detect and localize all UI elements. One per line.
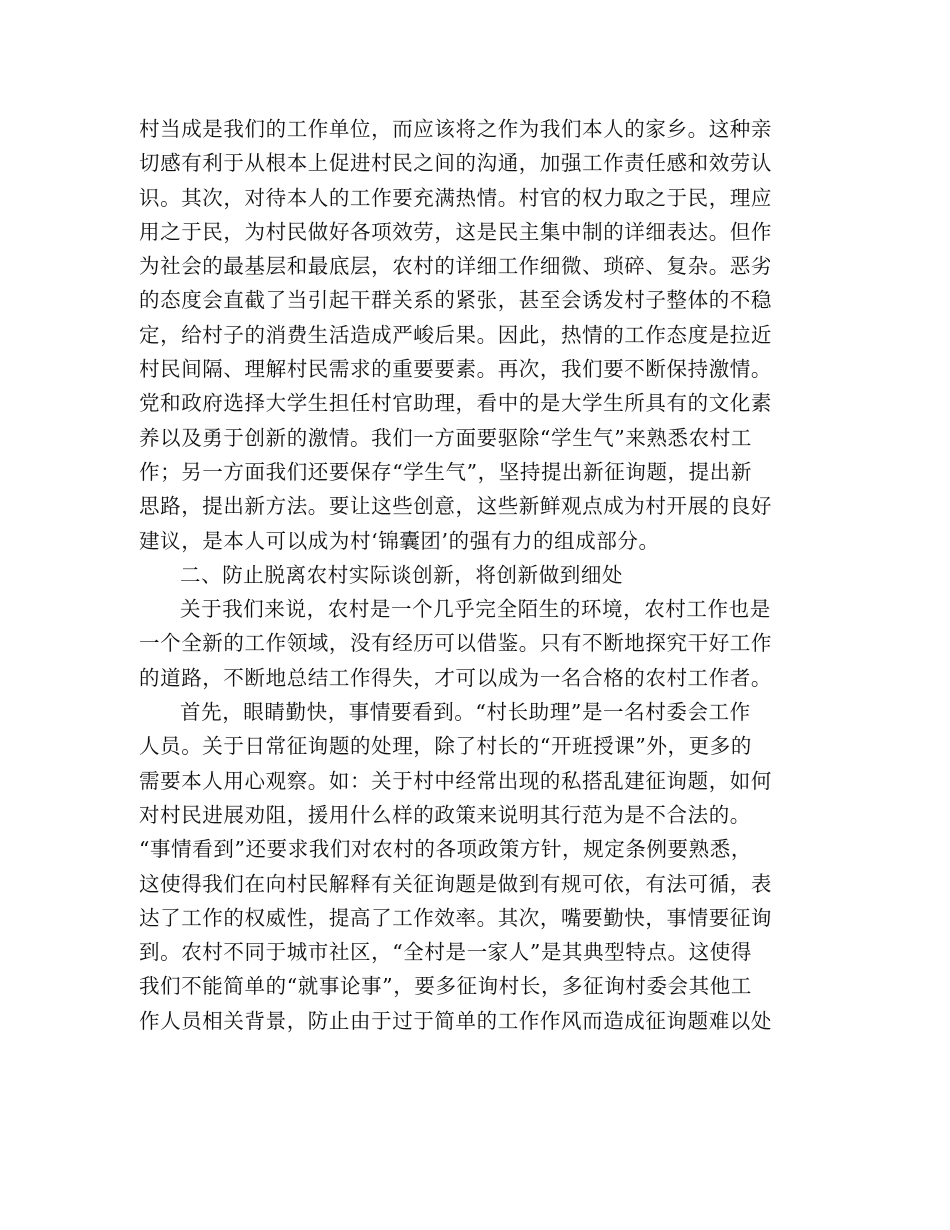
text-line: 需要本人用心观察。如：关于村中经常出现的私搭乱建征询题，如何 [139, 768, 772, 793]
body-text [139, 112, 811, 1038]
text-line: “事情看到”还要求我们对农村的各项政策方针，规定条例要熟悉， [139, 837, 752, 862]
text-line: 对村民进展劝阻，援用什么样的政策来说明其行范为是不合法的。 [139, 802, 751, 827]
paragraph-start-line: 关于我们来说，农村是一个几乎完全陌生的环境，农村工作也是 [180, 597, 771, 622]
text-line: 思路，提出新方法。要让这些创意，这些新鲜观点成为村开展的良好 [139, 494, 772, 519]
text-line: 建议，是本人可以成为村‘锦囊团’的强有力的组成部分。 [139, 528, 660, 553]
text-line: 一个全新的工作领域，没有经历可以借鉴。只有不断地探究干好工作 [139, 631, 772, 656]
text-line: 到。农村不同于城市社区，“全村是一家人”是其典型特点。这使得 [139, 940, 752, 965]
text-line: 人员。关于日常征询题的处理，除了村长的“开班授课”外，更多的 [139, 734, 752, 759]
text-line: 作人员相关背景，防止由于过于简单的工作作风而造成征询题难以处 [139, 1008, 772, 1033]
text-line: 党和政府选择大学生担任村官助理，看中的是大学生所具有的文化素 [139, 391, 772, 416]
text-line: 村民间隔、理解村民需求的重要要素。再次，我们要不断保持激情。 [139, 357, 772, 382]
text-line: 定，给村子的消费生活造成严峻后果。因此，热情的工作态度是拉近 [139, 322, 772, 347]
text-line: 用之于民，为村民做好各项效劳，这是民主集中制的详细表达。但作 [139, 219, 772, 244]
text-line: 的道路，不断地总结工作得失，才可以成为一名合格的农村工作者。 [139, 665, 772, 690]
text-line: 我们不能简单的“就事论事”，要多征询村长，多征询村委会其他工 [139, 974, 752, 999]
text-line: 作；另一方面我们还要保存“学生气”，坚持提出新征询题，提出新 [139, 459, 752, 484]
paragraph-start-line: 首先，眼睛勤快，事情要看到。“村长助理”是一名村委会工作 [180, 700, 751, 725]
text-line: 的态度会直截了当引起干群关系的紧张，甚至会诱发村子整体的不稳 [139, 288, 772, 313]
text-line: 为社会的最基层和最底层，农村的详细工作细微、琐碎、复杂。恶劣 [139, 254, 772, 279]
text-line: 村当成是我们的工作单位，而应该将之作为我们本人的家乡。这种亲 [139, 117, 772, 141]
text-line: 养以及勇于创新的激情。我们一方面要驱除“学生气”来熟悉农村工 [139, 425, 752, 450]
text-line: 识。其次，对待本人的工作要充满热情。村官的权力取之于民，理应 [139, 185, 772, 210]
section-heading: 二、防止脱离农村实际谈创新，将创新做到细处 [180, 562, 624, 587]
text-line: 这使得我们在向村民解释有关征询题是做到有规可依，有法可循，表 [139, 871, 772, 896]
text-line: 达了工作的权威性，提高了工作效率。其次，嘴要勤快，事情要征询 [139, 905, 772, 930]
text-line: 切感有利于从根本上促进村民之间的沟通，加强工作责任感和效劳认 [139, 151, 772, 176]
